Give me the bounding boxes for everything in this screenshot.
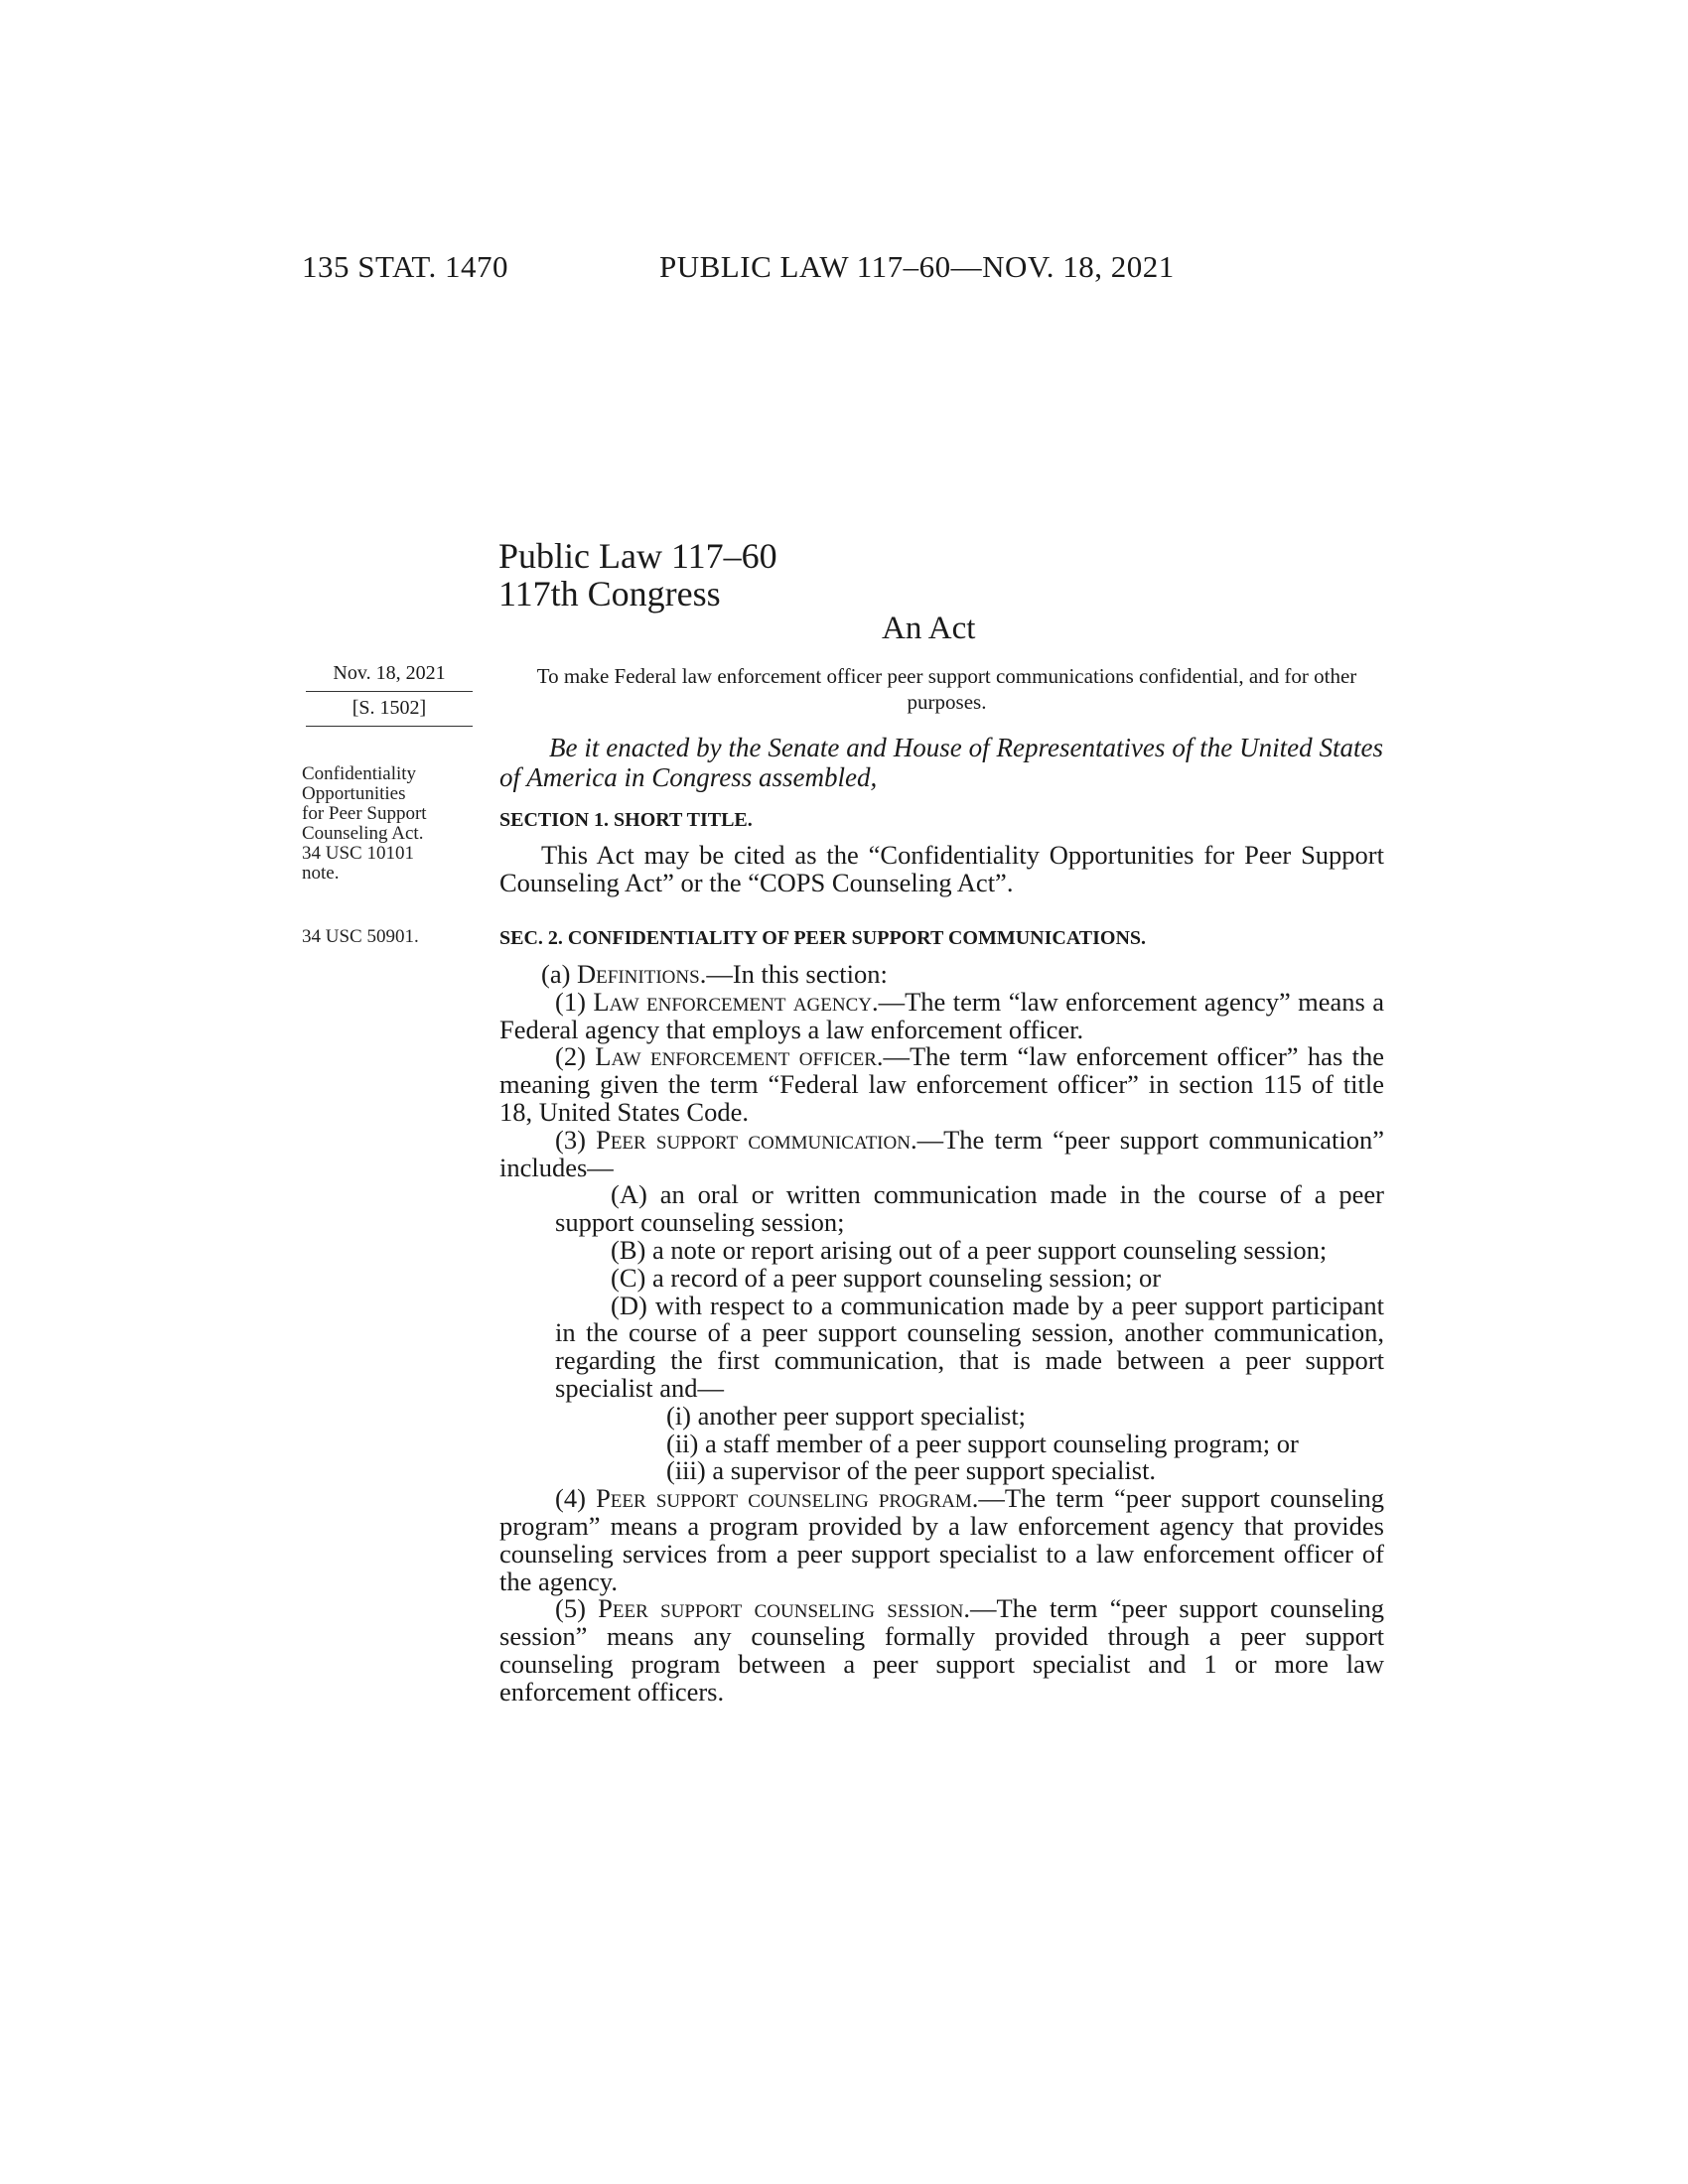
para-label: (a) <box>541 959 578 989</box>
definition-3-B: (B) a note or report arising out of a peer support counseling session; <box>611 1234 1328 1265</box>
margin-note-short-title <box>302 764 481 884</box>
enacting-clause: Be it enacted by the Senate and House of Representatives of the United States of America in Congress assembled, <box>499 733 1383 792</box>
definition-4 <box>499 1485 1384 1595</box>
act-purpose: To make Federal law enforcement officer peer support communications confidential, and for other purposes. <box>536 664 1357 714</box>
section-1-body <box>499 842 1384 897</box>
definition-1 <box>499 986 1384 1044</box>
public-law-number: Public Law 117–60 <box>498 536 777 576</box>
definition-3-D: (D) with respect to a communication made by a peer support participant in the course of a peer support counseling session, another communication, regarding the first communication, that is made between a peer support specialist and— <box>555 1290 1384 1403</box>
para-label: (3) <box>555 1124 597 1155</box>
definition-2 <box>499 1043 1384 1126</box>
para-label: (4) <box>555 1483 597 1514</box>
margin-note-line: 34 USC 10101 <box>302 843 414 864</box>
para-term: Peer support communication <box>596 1124 911 1155</box>
act-heading: An Act <box>882 611 976 646</box>
margin-bill: [S. 1502] <box>352 697 427 719</box>
definition-3-D-ii: (ii) a staff member of a peer support counseling program; or <box>666 1428 1299 1458</box>
para-term: Law enforcement agency <box>593 986 872 1017</box>
margin-note-line: Confidentiality <box>302 763 417 784</box>
para-text: .—The term “peer support counseling session” means any counseling formally provided through a peer support counseling program between a peer support specialist and 1 or more law enforcement officers. <box>499 1593 1384 1706</box>
running-head: PUBLIC LAW 117–60—NOV. 18, 2021 <box>659 249 1175 284</box>
margin-date: Nov. 18, 2021 <box>333 662 446 684</box>
definition-5 <box>499 1595 1384 1706</box>
section-2-body <box>499 961 1384 1706</box>
margin-note-line: Opportunities <box>302 783 406 804</box>
subsection-a <box>499 961 1384 989</box>
para-label: (2) <box>555 1041 596 1072</box>
stat-citation: 135 STAT. 1470 <box>302 249 509 284</box>
para-text: .—The term “peer support counseling program” means a program provided by a law enforcement agency that provides counseling services from a peer support specialist to a law enforcement officer of the agency. <box>499 1483 1384 1596</box>
para-text: .—The term “peer support communication” includes— <box>499 1124 1384 1182</box>
congress-number: 117th Congress <box>498 574 721 614</box>
margin-rule-top <box>306 691 473 692</box>
short-title-text: This Act may be cited as the “Confidentiality Opportunities for Peer Support Counseling Act” or the “COPS Counseling Act”. <box>499 840 1384 897</box>
para-text: .—The term “law enforcement officer” has the meaning given the term “Federal law enforcement officer” in section 115 of title 18, United States Code. <box>499 1041 1384 1127</box>
margin-rule-bottom <box>306 726 473 727</box>
para-label: (5) <box>555 1593 599 1624</box>
margin-note-line: note. <box>302 863 340 884</box>
para-term: Law enforcement officer <box>595 1041 877 1072</box>
definition-3-D-i: (i) another peer support specialist; <box>666 1400 1027 1431</box>
section-2-heading: SEC. 2. CONFIDENTIALITY OF PEER SUPPORT COMMUNICATIONS. <box>499 927 1147 949</box>
para-term: Peer support counseling program <box>596 1483 972 1514</box>
margin-note-sec2: 34 USC 50901. <box>302 926 419 947</box>
definition-3-C: (C) a record of a peer support counseling session; or <box>611 1262 1162 1293</box>
definition-3 <box>499 1124 1384 1182</box>
para-term: Peer support counseling session <box>598 1593 964 1624</box>
para-text: .—In this section: <box>699 959 888 989</box>
para-text: .—The term “law enforcement agency” means a Federal agency that employs a law enforcement officer. <box>499 986 1384 1044</box>
margin-note-line: for Peer Support <box>302 803 427 824</box>
section-1-heading: SECTION 1. SHORT TITLE. <box>499 809 753 831</box>
para-term: Definitions <box>577 959 700 989</box>
margin-note-line: Counseling Act. <box>302 823 424 844</box>
definition-3-A: (A) an oral or written communication made in the course of a peer support counseling session; <box>555 1179 1384 1238</box>
definition-3-D-iii: (iii) a supervisor of the peer support specialist. <box>666 1455 1157 1486</box>
para-label: (1) <box>555 986 594 1017</box>
